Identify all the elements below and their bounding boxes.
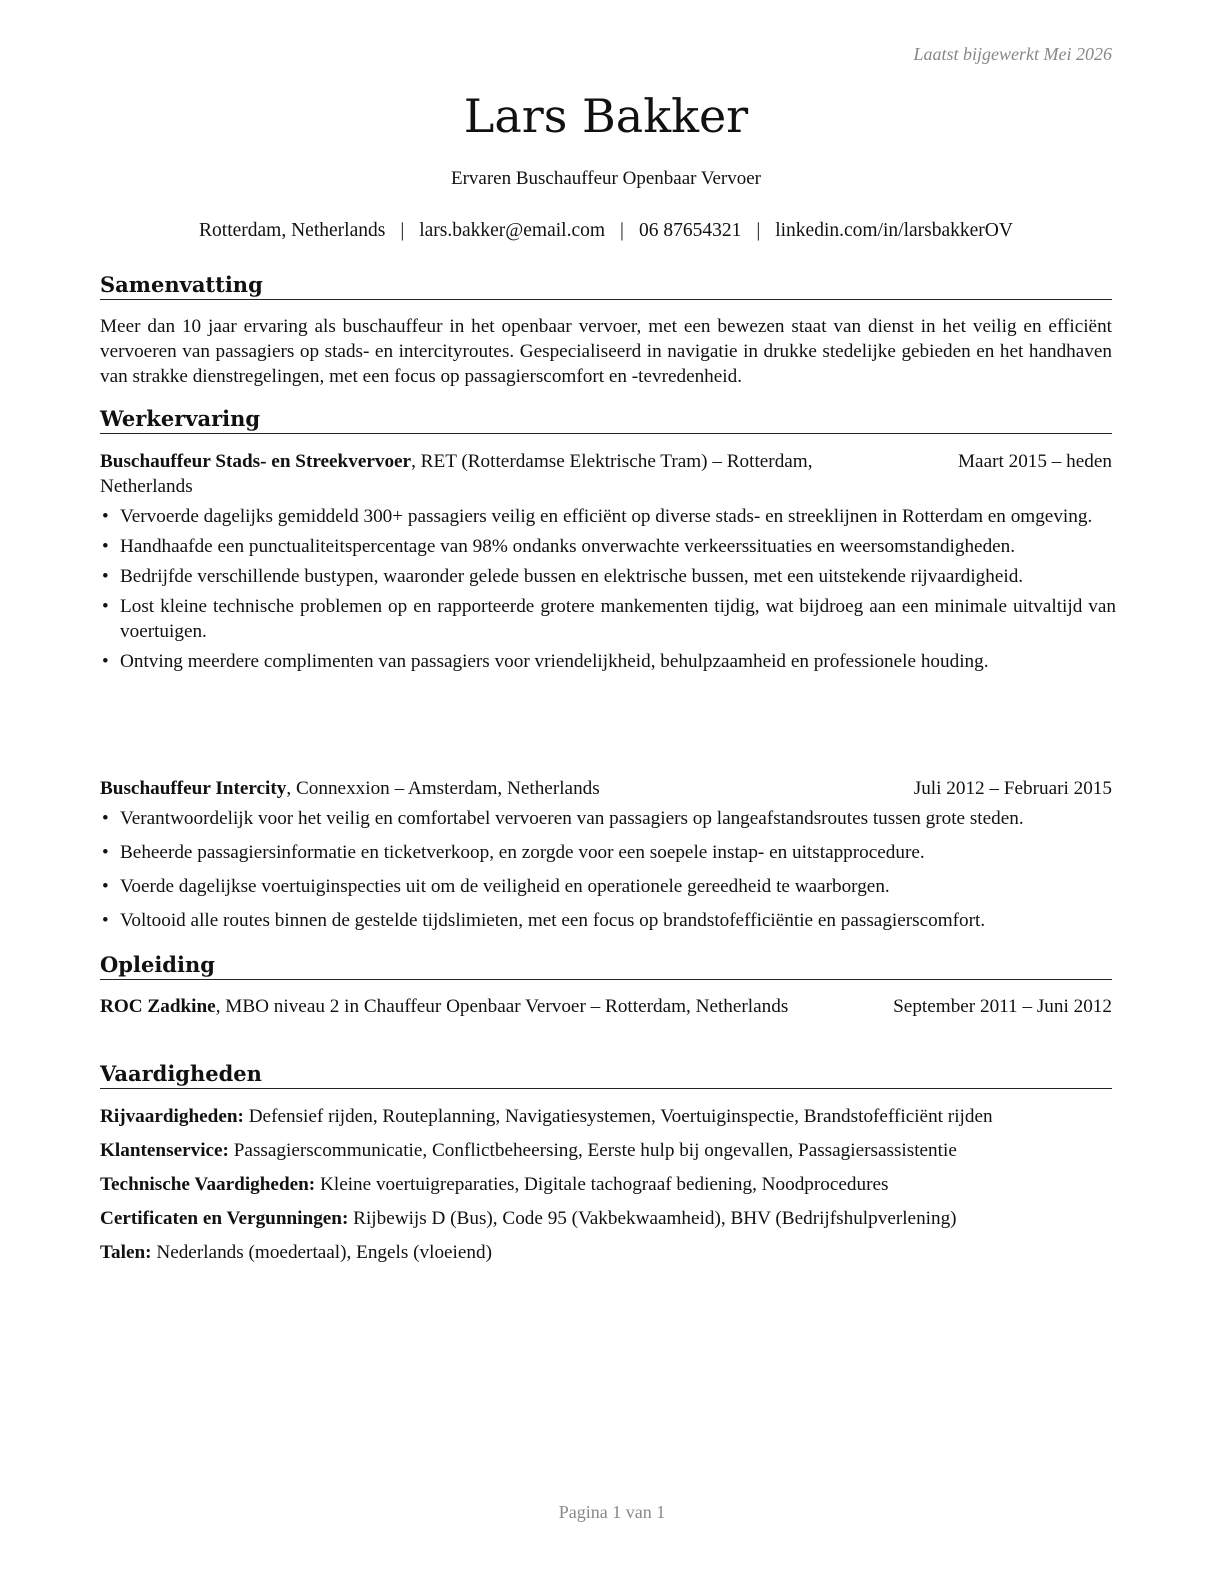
job-employer: , Connexxion – Amsterdam, Netherlands [286,778,600,799]
section-heading-skills: Vaardigheden [100,1061,1112,1089]
job-bullet: • Voltooid alle routes binnen de gestelde tijdslimieten, met een focus op brandstofefficiëntie en passagierscomfort. [100,908,1116,933]
job-bullet: • Vervoerde dagelijks gemiddeld 300+ passagiers veilig en efficiënt op diverse stads- en streeklijnen in Rotterdam en omgeving. [100,504,1116,529]
contact-phone: 06 87654321 [638,220,742,241]
skill-values: Nederlands (moedertaal), Engels (vloeiend) [151,1242,492,1263]
job-bullet: • Voerde dagelijkse voertuiginspecties uit om de veiligheid en operationele gereedheid te waarborgen. [100,874,1116,899]
job-role: Buschauffeur Stads- en Streekvervoer [100,451,412,472]
skill-category: Talen: [100,1242,152,1263]
job-bullet: • Verantwoordelijk voor het veilig en comfortabel vervoeren van passagiers op langeafstandsroutes tussen grote steden. [100,806,1116,831]
job-bullet-list [100,504,1116,674]
contact-line [100,220,1112,242]
contact-linkedin[interactable]: linkedin.com/in/larsbakkerOV [775,220,1013,241]
contact-separator: | [620,220,624,241]
job-role: Buschauffeur Intercity [100,778,287,799]
job-bullet-list [100,806,1116,933]
skill-category: Certificaten en Vergunningen: [100,1208,349,1229]
section-heading-summary: Samenvatting [100,272,1112,300]
job-bullet: • Handhaafde een punctualiteitspercentage van 98% ondanks onverwachte verkeerssituaties en weersomstandigheden. [100,534,1116,559]
job-employer: , RET (Rotterdamse Elektrische Tram) – Rotterdam, Netherlands [100,451,813,497]
skill-values: Kleine voertuigreparaties, Digitale tachograaf bediening, Noodprocedures [315,1174,889,1195]
skills-list [100,1104,1112,1274]
skill-row [100,1104,1112,1129]
section-heading-education: Opleiding [100,952,1112,980]
skill-values: Defensief rijden, Routeplanning, Navigatiesystemen, Voertuiginspectie, Brandstofefficiënt rijden [243,1106,993,1127]
skill-row [100,1240,1112,1265]
job-title-line [100,449,900,499]
job-entry [100,449,1116,679]
skill-values: Passagierscommunicatie, Conflictbeheersing, Eerste hulp bij ongevallen, Passagiersassistentie [228,1140,957,1161]
education-entry [100,994,1112,1019]
skill-values: Rijbewijs D (Bus), Code 95 (Vakbekwaamheid), BHV (Bedrijfshulpverlening) [348,1208,957,1229]
job-bullet: • Beheerde passagiersinformatie en ticketverkoop, en zorgde voor een soepele instap- en uitstapprocedure. [100,840,1116,865]
education-program: , MBO niveau 2 in Chauffeur Openbaar Vervoer – Rotterdam, Netherlands [215,996,789,1017]
skill-row [100,1206,1112,1231]
resume-page [100,0,1116,1584]
job-bullet: • Ontving meerdere complimenten van passagiers voor vriendelijkheid, behulpzaamheid en professionele houding. [100,649,1116,674]
contact-separator: | [400,220,405,241]
skill-category: Klantenservice: [100,1140,229,1161]
contact-email[interactable]: lars.bakker@email.com [419,220,606,241]
section-heading-experience: Werkervaring [100,406,1112,434]
job-title-line [100,776,900,801]
job-header [100,776,1112,801]
skill-row [100,1172,1112,1197]
job-dates: Juli 2012 – Februari 2015 [913,778,1112,799]
summary-text: Meer dan 10 jaar ervaring als buschauffeur in het openbaar vervoer, met een bewezen staat van dienst in het veilig en efficiënt vervoeren van passagiers op stads- en intercityroutes. Gespecialiseerd in navigatie in drukke stedelijke gebieden en het handhaven van strakke dienstregelingen, met een focus op passagierscomfort en -tevredenheid. [100,316,1112,387]
skill-category: Rijvaardigheden: [100,1106,244,1127]
education-dates: September 2011 – Juni 2012 [893,996,1112,1017]
job-bullet: • Bedrijfde verschillende bustypen, waaronder gelede bussen en elektrische bussen, met een uitstekende rijvaardigheid. [100,564,1116,589]
job-entry [100,776,1116,942]
professional-tagline: Ervaren Buschauffeur Openbaar Vervoer [450,168,762,189]
education-title-line [100,994,870,1019]
job-dates: Maart 2015 – heden [958,451,1112,472]
skill-row [100,1138,1112,1163]
page-number-footer: Pagina 1 van 1 [558,1502,666,1522]
last-updated-note: Laatst bijgewerkt Mei 2026 [913,44,1112,64]
job-header [100,449,1112,499]
contact-location: Rotterdam, Netherlands [199,220,386,241]
skill-category: Technische Vaardigheden: [100,1174,316,1195]
contact-separator: | [756,220,761,241]
candidate-name: Lars Bakker [463,89,749,143]
job-bullet: • Lost kleine technische problemen op en rapporteerde grotere mankementen tijdig, wat bijdroeg aan een minimale uitvaltijd van voertuigen. [100,594,1116,644]
education-school: ROC Zadkine [100,996,216,1017]
